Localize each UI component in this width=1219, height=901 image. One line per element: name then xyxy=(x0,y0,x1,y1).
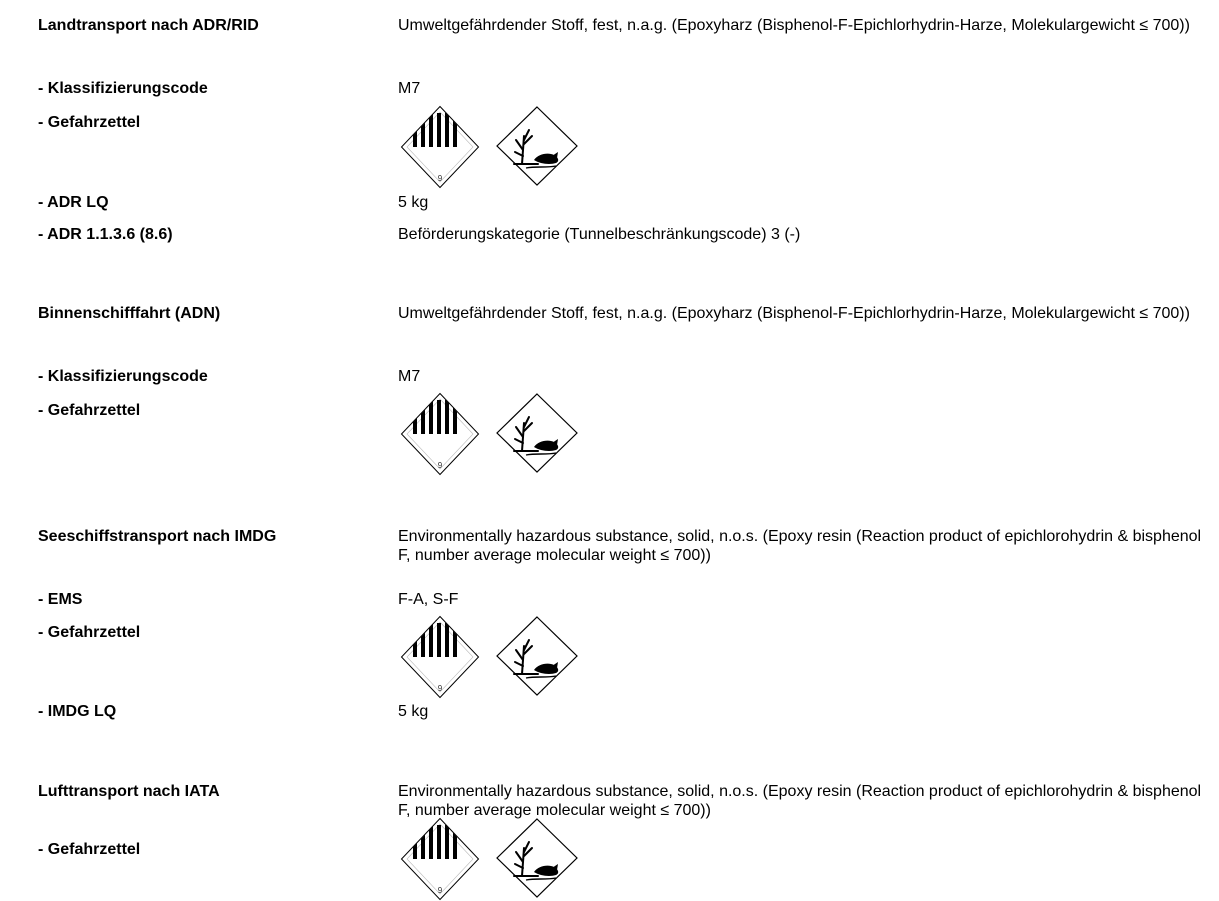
value-classification-code-adn: M7 xyxy=(398,368,421,385)
label-hazard-labels-adr: - Gefahrzettel xyxy=(38,114,141,131)
label-hazard-labels-imdg: - Gefahrzettel xyxy=(38,624,141,641)
label-hazard-labels-iata: - Gefahrzettel xyxy=(38,841,141,858)
environmental-hazard-icon xyxy=(496,106,578,186)
value-classification-code-adr: M7 xyxy=(398,80,421,97)
label-adr-1136: - ADR 1.1.3.6 (8.6) xyxy=(38,226,173,243)
value-imdg-lq: 5 kg xyxy=(398,703,429,720)
label-adr-lq: - ADR LQ xyxy=(38,194,109,211)
environmental-hazard-icon xyxy=(496,393,578,473)
label-ems: - EMS xyxy=(38,591,83,608)
proper-shipping-name-iata: Environmentally hazardous substance, solid, n.o.s. (Epoxy resin (Reaction product of epichlorohydrin & bisphenol F, number average molecular weight ≤ 700)) xyxy=(398,783,1202,819)
environmental-hazard-icon xyxy=(496,616,578,696)
environmental-hazard-icon xyxy=(496,818,578,898)
label-imdg-lq: - IMDG LQ xyxy=(38,703,117,720)
class-9-miscellaneous-icon xyxy=(400,615,480,699)
value-ems: F-A, S-F xyxy=(398,591,459,608)
section-heading-imdg: Seeschiffstransport nach IMDG xyxy=(38,528,277,545)
hazard-pictograms-adn xyxy=(400,392,580,476)
section-heading-iata: Lufttransport nach IATA xyxy=(38,783,220,800)
hazard-pictograms-imdg xyxy=(400,615,580,699)
hazard-pictograms-adr xyxy=(400,105,580,189)
label-classification-code-adr: - Klassifizierungscode xyxy=(38,80,208,97)
proper-shipping-name-adn: Umweltgefährdender Stoff, fest, n.a.g. (Epoxyharz (Bisphenol-F-Epichlorhydrin-Harze, Molekulargewicht ≤ 700)) xyxy=(398,305,1190,322)
class-9-miscellaneous-icon xyxy=(400,817,480,901)
value-adr-1136: Beförderungskategorie (Tunnelbeschränkungscode) 3 (-) xyxy=(398,226,801,243)
class-9-miscellaneous-icon xyxy=(400,392,480,476)
value-adr-lq: 5 kg xyxy=(398,194,429,211)
proper-shipping-name-imdg: Environmentally hazardous substance, solid, n.o.s. (Epoxy resin (Reaction product of epichlorohydrin & bisphenol F, number average molecular weight ≤ 700)) xyxy=(398,528,1202,564)
section-heading-adn: Binnenschifffahrt (ADN) xyxy=(38,305,221,322)
class-9-miscellaneous-icon xyxy=(400,105,480,189)
section-heading-adr-rid: Landtransport nach ADR/RID xyxy=(38,17,259,34)
proper-shipping-name-adr-rid: Umweltgefährdender Stoff, fest, n.a.g. (Epoxyharz (Bisphenol-F-Epichlorhydrin-Harze, Molekulargewicht ≤ 700)) xyxy=(398,17,1190,34)
label-hazard-labels-adn: - Gefahrzettel xyxy=(38,402,141,419)
label-classification-code-adn: - Klassifizierungscode xyxy=(38,368,208,385)
hazard-pictograms-iata xyxy=(400,817,580,901)
